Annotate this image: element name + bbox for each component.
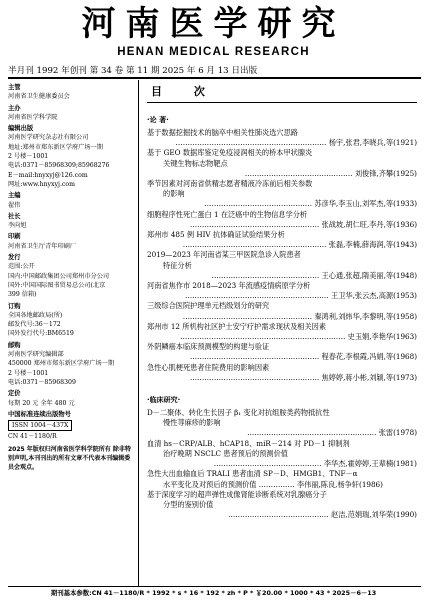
article-title: 细胞程序性死亡蛋白 1 在泛癌中的生物信息学分析	[147, 209, 308, 219]
sidebar-line: 地址:郑州市郑东新区学府广场一期	[8, 143, 103, 151]
sidebar-line: 河南医学研究杂志社有限公司	[8, 134, 89, 142]
toc-entry[interactable]	[147, 148, 419, 179]
toc-entry[interactable]	[147, 439, 419, 470]
sidebar-line: 网址:www.hnyxyj.com	[8, 180, 75, 188]
sidebar-line: 范围:公开	[8, 263, 35, 271]
toc-heading: 目 次	[151, 85, 219, 98]
sidebar-section	[8, 410, 135, 442]
article-authors-page: ……………………………………… 刘俊锋,齐攀(1925)	[244, 168, 417, 178]
sidebar-line: 邮发代号:36－172	[8, 321, 61, 329]
sidebar-line: 国内:中国邮政集团公司郑州市分公司	[8, 272, 110, 280]
article-authors-page: ……………………………………… 王心通,张超,隋美丽,等(1948)	[211, 270, 417, 280]
sidebar-section	[8, 232, 135, 251]
sidebar-section-heading: 主办	[8, 104, 21, 112]
toc-entry[interactable]	[147, 342, 419, 362]
sidebar-line: 电话:0371－85968309;85968276	[8, 162, 110, 170]
toc-section-heading: ·论 著·	[147, 116, 169, 124]
sidebar-line: 2 号楼－1001	[8, 153, 49, 161]
sidebar-section	[8, 212, 135, 231]
sidebar-section	[8, 191, 135, 210]
toc-entry[interactable]	[147, 469, 419, 489]
article-title: 血清 hs－CRP/ALB、hCAP18、miR－214 对 PD－1 抑制剂	[147, 438, 350, 448]
article-authors-page: ……………………………………………… 张雷(1978)	[247, 428, 417, 438]
toc-entry[interactable]	[147, 301, 419, 321]
sidebar-line: 2 号楼－1001	[8, 369, 49, 377]
sidebar-section-heading: 社长	[8, 212, 21, 220]
article-authors-page: ……………………………………………………… 杨宇,张君,李晓兵,等(1921)	[175, 138, 417, 148]
toc-entry[interactable]	[147, 322, 419, 342]
toc-entry[interactable]	[147, 210, 419, 230]
article-authors-page: ……………………………………………… 焦婷婷,蒋小彬,刘颖,等(1973)	[189, 372, 417, 382]
sidebar-section-heading: 印刷	[8, 233, 21, 241]
sidebar-line: 河南省医学科学院	[8, 113, 58, 121]
article-title: 郑州市 485 例 HIV 抗体确证试验结果分析	[147, 230, 285, 240]
article-title: 2019—2023 年河南省某三甲医院急诊入院患者	[147, 250, 301, 260]
sidebar-line: E－mail:hnyxyj@126.com	[8, 171, 88, 179]
sidebar-section	[8, 253, 135, 299]
article-title: 急性心肌梗死患者住院费用的影响因素	[147, 362, 270, 372]
sidebar-line: 450000 郑州市郑东新区学府广场一期	[8, 360, 115, 368]
toc-entry[interactable]	[147, 179, 419, 210]
top-rule	[8, 77, 421, 79]
article-title: 季节因素对河南省供精志愿者精液冷冻前后相关参数	[147, 179, 313, 189]
sidebar-section-heading: 定价	[8, 390, 21, 398]
sidebar-line: 电话:0371－85968309	[8, 378, 76, 386]
article-title-continued: 特征分析	[163, 260, 192, 270]
sidebar-line: 河南省卫生健康委员会	[8, 93, 70, 101]
article-title: 基于深度学习的超声弹性成像肾能诊断系统对乳腺癌分子	[147, 489, 327, 499]
journal-title-en: HENAN MEDICAL RESEARCH	[117, 46, 310, 58]
article-title: 河南省焦作市 2018—2023 年流感疫情病原学分析	[147, 281, 311, 291]
article-authors-page: ……………………………………………… 程春花,李根霞,冯娟,等(1968)	[189, 352, 417, 362]
article-title: 三级综合医院护理单元档级划分的研究	[147, 301, 270, 311]
article-authors-page: ……………………………………………… 张战坡,胡仁旺,李丹,等(1936)	[189, 219, 417, 229]
article-title-continued: 关键生物标志物靶点	[163, 158, 228, 168]
sidebar-section-heading: 订购	[8, 302, 21, 310]
copyright-note: 2025 年版权归河南省医学科学院所有 除非特别声明,本刊刊出的所有文章不代表本刊编辑委员会观点。	[8, 445, 131, 471]
journal-parameters: 期刊基本参数:CN 41－1180/R * 1992 * s * 16 * 192 * zh * P * ￥20.00 * 1000 * 43 * 2025－6－13	[50, 589, 377, 597]
sidebar-section-heading: 邮购	[8, 341, 21, 349]
sidebar-line: 全国各地邮政局(所)	[8, 311, 63, 319]
sidebar-section	[8, 389, 135, 408]
article-title-continued: 分型的鉴别价值	[163, 499, 214, 509]
toc-entry[interactable]	[147, 281, 419, 301]
toc-entry[interactable]	[147, 490, 419, 521]
article-authors-page: ……………………………………… 李华杰,霍婷婷,王辈楠(1981)	[213, 459, 417, 469]
toc-entry[interactable]	[147, 128, 419, 148]
toc-entry[interactable]	[147, 363, 419, 383]
sidebar-line: 国外:中国国际图书贸易总公司(北京	[8, 281, 106, 289]
masthead-sidebar	[8, 81, 135, 581]
column-divider	[138, 80, 139, 586]
article-title: 基于数据挖掘技术的脑卒中相关性肺炎选穴思路	[147, 128, 298, 137]
sidebar-section	[8, 302, 135, 339]
article-title: 外阴鳞癌本临床预测模型的构建与验证	[147, 342, 270, 352]
article-title: D－二聚体、转化生长因子 β₁ 变化对抗组胺类药物抵抗性	[147, 408, 330, 418]
sidebar-section	[8, 83, 135, 102]
toc-entry[interactable]	[147, 408, 419, 439]
sidebar-line: 河南医学研究编辑部	[8, 351, 64, 359]
sidebar-line: 每期 20 元 全年 480 元	[8, 399, 75, 407]
toc-entry[interactable]	[147, 230, 419, 250]
sidebar-section-heading: 编辑出版	[8, 125, 34, 133]
article-title-continued: 水平变化及对预后的预测价值 …………… 李伟丽,陈良,杨争轩(1986)	[163, 479, 383, 489]
table-of-contents	[147, 81, 419, 586]
sidebar-section	[8, 124, 135, 189]
sidebar-line: 河南省卫生厅青年印刷厂	[8, 242, 77, 250]
article-title: 急性大出血输血后 TRALI 患者血清 SP－D、HMGB1、TNF－α	[147, 469, 358, 479]
sidebar-line: 399 信箱)	[8, 291, 37, 299]
article-title: 基于 GEO 数据库鉴定免疫浸润相关的桥本甲状腺炎	[147, 148, 313, 158]
toc-section-heading: ·临床研究·	[147, 396, 181, 405]
article-authors-page: …………………………………………………… 王卫华,张云杰,高源(1953)	[184, 291, 417, 301]
sidebar-line: CN 41－1180/R	[8, 433, 57, 441]
article-title: 郑州市 12 所机构社区护士安宁疗护需求现状及相关因素	[147, 321, 327, 331]
article-title-continued: 治疗晚期 NSCLC 患者预后的预测价值	[163, 448, 288, 458]
sidebar-section-heading: 主管	[8, 84, 21, 91]
toc-entry[interactable]	[147, 250, 419, 281]
publication-info: 半月刊 1992 年创刊 第 34 卷 第 11 期 2025 年 6 月 13 日出版	[8, 66, 258, 76]
article-authors-page: ……………………………………… 苏彦华,李玉山,刘军杰,等(1933)	[204, 199, 417, 209]
sidebar-section-heading: 发行	[8, 254, 21, 262]
bottom-rule	[8, 586, 421, 587]
toc-body	[147, 115, 419, 520]
article-title-continued: 慢性荨麻疹的影响	[163, 418, 221, 428]
sidebar-section-heading: 主编	[8, 192, 21, 200]
sidebar-line: 国外发行代号:BM6519	[8, 330, 74, 338]
sidebar-section-heading: 中国标准连续出版物号	[8, 410, 71, 418]
toc-rule	[147, 102, 417, 103]
issn-number: ISSN 1004－437X	[8, 420, 72, 431]
sidebar-section	[8, 341, 135, 387]
sidebar-section	[8, 104, 135, 123]
article-authors-page: …………………………………… 赵洁,范娟瑞,刘华荣(1990)	[228, 510, 417, 520]
article-authors-page: …………………………………………………… 张磊,李楠,薛海润,等(1943)	[182, 240, 417, 250]
journal-title-cn: 河南医学研究	[81, 4, 346, 44]
sidebar-line: 翟伟	[8, 201, 21, 209]
article-authors-page: …………………………………………………………… 史玉娟,李艳华(1963)	[180, 332, 417, 342]
article-authors-page: ……………………………………………… 秦鸿利,刘炜华,李黎明,等(1958)	[182, 311, 417, 321]
article-title-continued: 的影响	[163, 189, 185, 199]
sidebar-line: 李向旭	[8, 222, 27, 230]
